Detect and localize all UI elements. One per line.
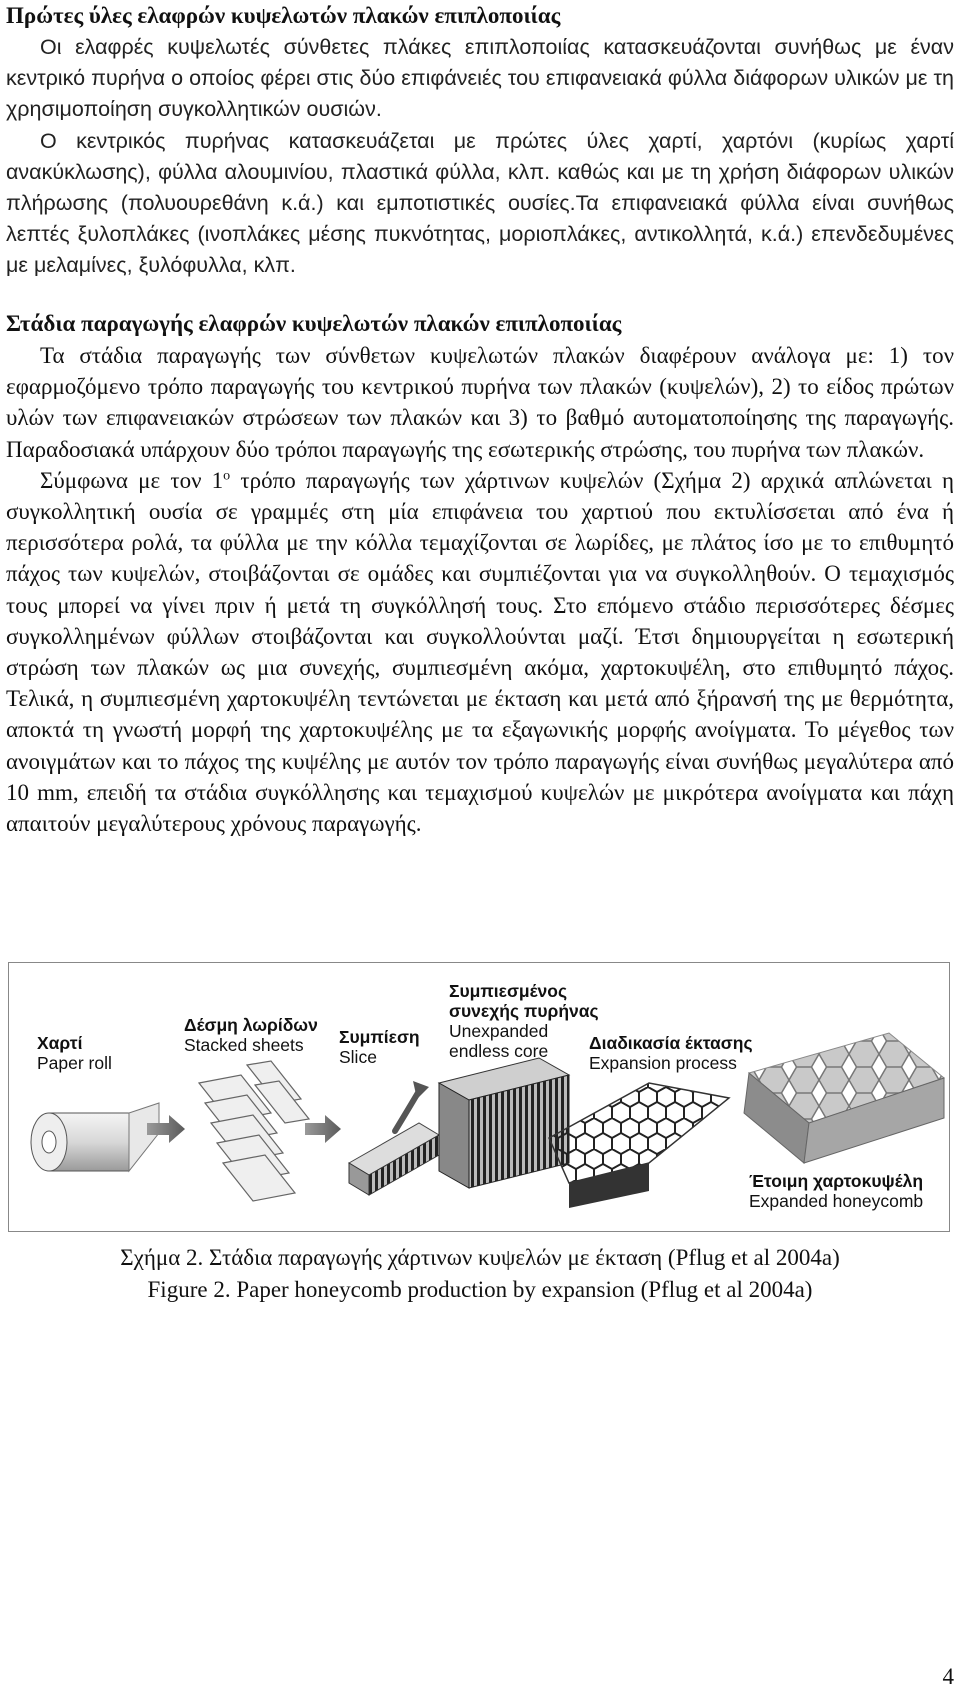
label-slice <box>339 1027 420 1067</box>
label-expansion-process <box>589 1033 753 1073</box>
paper-roll-icon <box>31 1103 159 1171</box>
label-slice-en: Slice <box>339 1047 377 1067</box>
label-paper-en: Paper roll <box>37 1053 112 1073</box>
label-stacked-sheets <box>184 1015 318 1055</box>
stacked-sheets-icon <box>199 1061 309 1201</box>
figure-caption-english: Figure 2. Paper honeycomb production by expansion (Pflug et al 2004a) <box>147 1277 813 1302</box>
label-core-en-1: Unexpanded <box>449 1021 549 1041</box>
ordinal-superscript: ο <box>223 468 231 484</box>
section2-body <box>6 340 954 839</box>
page-number: 4 <box>942 1664 954 1689</box>
label-stack-en: Stacked sheets <box>184 1035 304 1055</box>
section2-paragraph-2 <box>6 465 954 839</box>
expansion-process-icon <box>549 1083 729 1208</box>
honeycomb-production-figure <box>8 962 950 1232</box>
figure-caption-greek: Σχήμα 2. Στάδια παραγωγής χάρτινων κυψελών με έκταση (Pflug et al 2004a) <box>120 1245 840 1270</box>
label-final-gr: Έτοιμη χαρτοκυψέλη <box>749 1171 924 1191</box>
section2-paragraph-2-rest: τρόπο παραγωγής των χάρτινων κυψελών (Σχήμα 2) αρχικά απλώνεται η συγκολλητική ουσία σε γραμμές στη μία επιφάνεια του χαρτιού που εκτυλίσσεται από ένα ή περισσότερα ρολά, τα φύλλα με την κόλλα τεμαχίζονται σε λωρίδες, με πλάτος ίσο με το επιθυμητό πάχος των κυψελών, στοιβάζονται σε ομάδες και συμπιέζονται για να συγκολληθούν. Ο τεμαχισμός τους μπορεί να γίνει πριν ή μετά τη συγκόλλησή τους. Στο επόμενο στάδιο περισσότερες δέσμες συγκολλημένων φύλλων στοιβάζονται και συγκολλούνται μαζί. Έτσι δημιουργείται η εσωτερική στρώση των πλακών ως μια συνεχής, συμπιεσμένη ακόμα, χαρτοκυψέλη, στο επιθυμητό πάχος. Τελικά, η συμπιεσμένη χαρτοκυψέλη τεντώνεται με έκταση και μετά από ξήρανσή της με θερμότητα, αποκτά τη γνωστή μορφή της χαρτοκυψέλης με τα εξαγωνικής μορφής ανοίγματα. Το μέγεθος των ανοιγμάτων και το πάχος της κυψέλης με αυτόν τον τρόπο παραγωγής είναι συνήθως μεγαλύτερα από 10 mm, επειδή τα στάδια συγκόλλησης και τεμαχισμού κυψελών με μικρότερα ανοίγματα και πάχη απαιτούν μεγαλύτερους χρόνους παραγωγής. <box>6 467 954 837</box>
label-paper-roll <box>37 1033 112 1073</box>
label-core-gr-2: συνεχής πυρήνας <box>449 1001 599 1021</box>
slice-stack-icon <box>349 1081 439 1195</box>
expanded-honeycomb-icon <box>744 1033 944 1163</box>
label-stack-gr: Δέσμη λωρίδων <box>184 1015 318 1035</box>
section1-heading: Πρώτες ύλες ελαφρών κυψελωτών πλακών επιπλοποιίας <box>6 3 561 28</box>
section1-body <box>6 32 954 281</box>
section1-paragraph-1: Οι ελαφρές κυψελωτές σύνθετες πλάκες επιπλοποιίας κατασκευάζονται συνήθως με έναν κεντρικό πυρήνα ο οποίος φέρει στις δύο επιφάνειές του επιφανειακά φύλλα διάφορων υλικών με τη χρησιμοποίηση συγκολλητικών ουσιών. <box>6 35 954 121</box>
section2-paragraph-1: Τα στάδια παραγωγής των σύνθετων κυψελωτών πλακών διαφέρουν ανάλογα με: 1) τον εφαρμοζόμενο τρόπο παραγωγής του κεντρικού πυρήνα των πλακών (κυψελών), 2) το είδος πρώτων υλών των επιφανειακών στρώσεων των πλακών και 3) το βαθμό αυτοματοποίησης της παραγωγής. Παραδοσιακά υπάρχουν δύο τρόποι παραγωγής της εσωτερικής στρώσης, του πυρήνα των πλακών. <box>6 343 954 462</box>
label-expand-en: Expansion process <box>589 1053 737 1073</box>
label-unexpanded-core <box>449 981 599 1061</box>
label-final-en: Expanded honeycomb <box>749 1191 924 1211</box>
unexpanded-core-icon <box>439 1058 569 1188</box>
section2-heading: Στάδια παραγωγής ελαφρών κυψελωτών πλακών επιπλοποιίας <box>6 311 622 336</box>
label-core-en-2: endless core <box>449 1041 549 1061</box>
section1-paragraph-2: Ο κεντρικός πυρήνας κατασκευάζεται με πρώτες ύλες χαρτί, χαρτόνι (κυρίως χαρτί ανακύκλωσης), φύλλα αλουμινίου, πλαστικά φύλλα, κλπ. καθώς και με τη χρήση διάφορων υλικών πλήρωσης (πολυουρεθάνη κ.ά.) και εμποτιστικές ουσίες.Τα επιφανειακά φύλλα είναι συνήθως λεπτές ξυλοπλάκες (ινοπλάκες μέσης πυκνότητας, μοριοπλάκες, αντικολλητά, κ.ά.) επενδεδυμένες με μελαμίνες, ξυλόφυλλα, κλπ. <box>6 129 954 277</box>
label-paper-gr: Χαρτί <box>37 1033 83 1053</box>
section2-paragraph-2-start: Σύμφωνα με τον 1 <box>40 467 224 493</box>
label-core-gr-1: Συμπιεσμένος <box>449 981 568 1001</box>
label-expand-gr: Διαδικασία έκτασης <box>589 1033 753 1053</box>
arrow-icon <box>305 1115 341 1143</box>
label-slice-gr: Συμπίεση <box>339 1027 420 1047</box>
label-expanded-honeycomb <box>749 1171 923 1211</box>
